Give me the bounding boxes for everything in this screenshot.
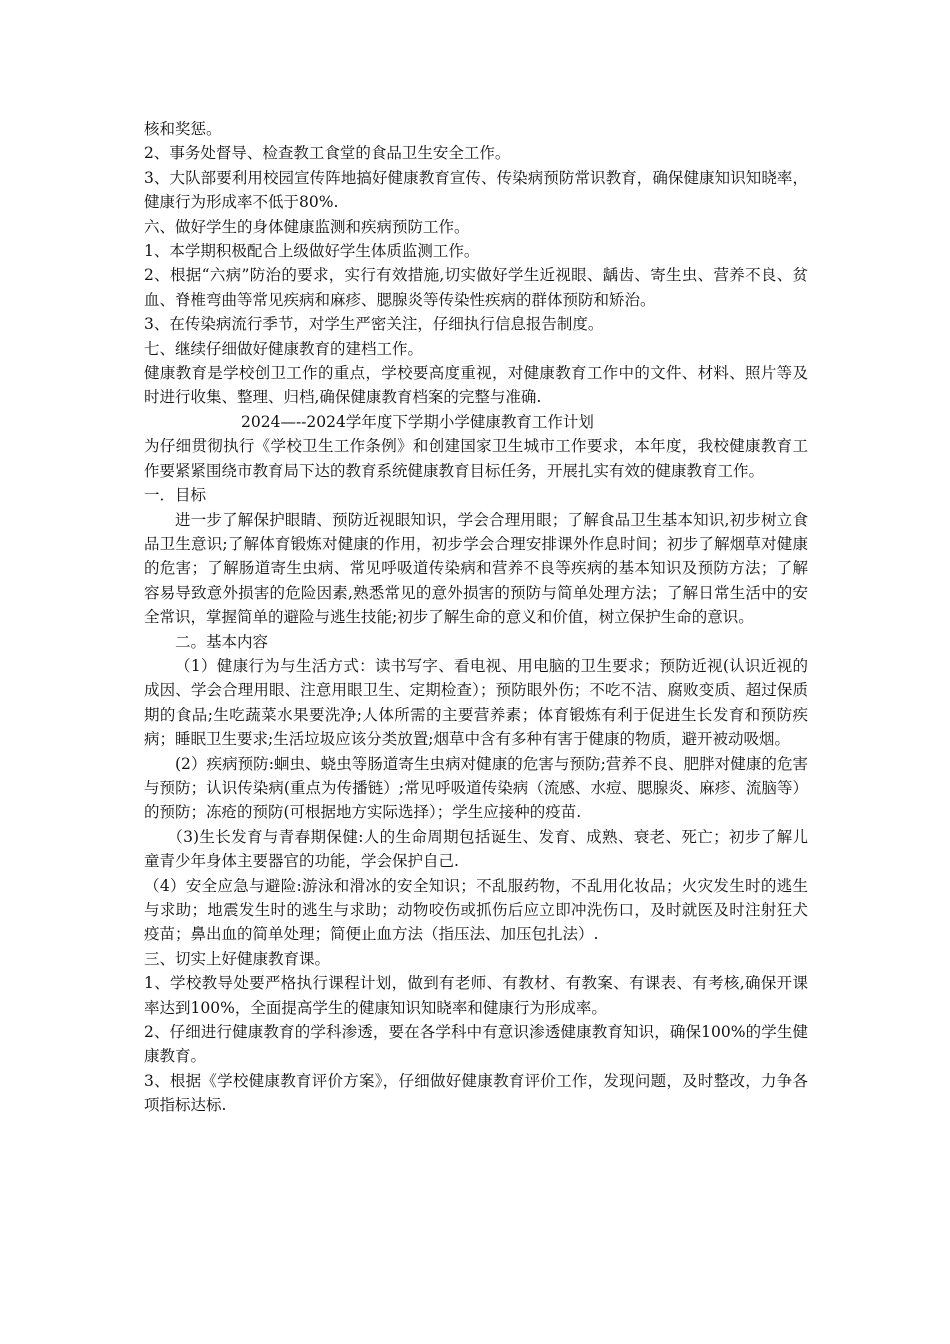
section-heading: 二。基本内容 — [175, 632, 269, 651]
section-heading: 三、切实上好健康教育课。 — [144, 949, 331, 968]
paragraph-item: 3、在传染病流行季节，对学生严密关注，仔细执行信息报告制度。 — [144, 315, 604, 334]
document-page — [144, 117, 808, 1118]
paragraph-content-2: (2）疾病预防:蛔虫、蛲虫等肠道寄生虫病对健康的危害与预防;营养不良、肥胖对健康的危害与预防；认识传染病(重点为传播链）;常见呼吸道传染病（流感、水痘、腮腺炎、麻疹、流脑等）的预防；冻疮的预防(可根据地方实际选择）；学生应接种的疫苗. — [144, 754, 808, 822]
section-heading: 六、做好学生的身体健康监测和疾病预防工作。 — [144, 217, 470, 236]
section-heading: 七、继续仔细做好健康教育的建档工作。 — [144, 339, 424, 358]
paragraph-item: 2、事务处督导、检查教工食堂的食品卫生安全工作。 — [144, 144, 511, 163]
section-heading: 一．目标 — [144, 486, 207, 505]
paragraph-item: 1、本学期积极配合上级做好学生体质监测工作。 — [144, 242, 480, 261]
paragraph-continuation: 核和奖惩。 — [144, 120, 222, 138]
paragraph-item: 2、仔细进行健康教育的学科渗透，要在各学科中有意识渗透健康教育知识，确保100%的学生健康教育。 — [144, 1023, 808, 1066]
paragraph-item: 1、学校教导处要严格执行课程计划，做到有老师、有教材、有教案、有课表、有考核,确保开课率达到100%，全面提高学生的健康知识知晓率和健康行为形成率。 — [144, 974, 808, 1017]
paragraph-item: 3、根据《学校健康教育评价方案》，仔细做好健康教育评价工作，发现问题，及时整改，力争各项指标达标. — [144, 1071, 808, 1115]
document-title: 2024—--2024学年度下学期小学健康教育工作计划 — [241, 412, 594, 431]
paragraph-content-1: （1）健康行为与生活方式：读书写字、看电视、用电脑的卫生要求；预防近视(认识近视的成因、学会合理用眼、注意用眼卫生、定期检查）；预防眼外伤；不吃不洁、腐败变质、超过保质期的食品;生吃蔬菜水果要洗净;人体所需的主要营养素；体育锻炼有利于促进生长发育和预防疾病；睡眠卫生要求;生活垃圾应该分类放置;烟草中含有多种有害于健康的物质，避开被动吸烟。 — [144, 656, 808, 749]
paragraph-item: 3、大队部要利用校园宣传阵地搞好健康教育宣传、传染病预防常识教育，确保健康知识知晓率，健康行为形成率不低于80%. — [144, 168, 808, 212]
paragraph-item: 2、根据“六病”防治的要求，实行有效措施,切实做好学生近视眼、龋齿、寄生虫、营养不良、贫血、脊椎弯曲等常见疾病和麻疹、腮腺炎等传染性疾病的群体预防和矫治。 — [144, 266, 808, 309]
paragraph: 健康教育是学校创卫工作的重点，学校要高度重视，对健康教育工作中的文件、材料、照片等及时进行收集、整理、归档,确保健康教育档案的完整与准确. — [144, 364, 808, 407]
paragraph-intro: 为仔细贯彻执行《学校卫生工作条例》和创建国家卫生城市工作要求，本年度，我校健康教育工作要紧紧围绕市教育局下达的教育系统健康教育目标任务，开展扎实有效的健康教育工作。 — [144, 437, 808, 480]
paragraph-goals: 进一步了解保护眼睛、预防近视眼知识，学会合理用眼；了解食品卫生基本知识,初步树立食品卫生意识;了解体育锻炼对健康的作用，初步学会合理安排课外作息时间；初步了解烟草对健康的危害；了解肠道寄生虫病、常见呼吸道传染病和营养不良等疾病的基本知识及预防方法；了解容易导致意外损害的危险因素,熟悉常见的意外损害的预防与简单处理方法；了解日常生活中的安全常识，掌握简单的避险与逃生技能;初步了解生命的意义和价值，树立保护生命的意识。 — [144, 510, 808, 627]
paragraph-content-3: （3)生长发育与青春期保健:人的生命周期包括诞生、发育、成熟、衰老、死亡；初步了解儿童青少年身体主要器官的功能，学会保护自己. — [144, 827, 808, 871]
paragraph-content-4: （4）安全应急与避险:游泳和滑冰的安全知识；不乱服药物，不乱用化妆品；火灾发生时的逃生与求助；地震发生时的逃生与求助；动物咬伤或抓伤后应立即冲洗伤口，及时就医及时注射狂犬疫苗；鼻出血的简单处理；简便止血方法（指压法、加压包扎法）. — [144, 876, 808, 944]
